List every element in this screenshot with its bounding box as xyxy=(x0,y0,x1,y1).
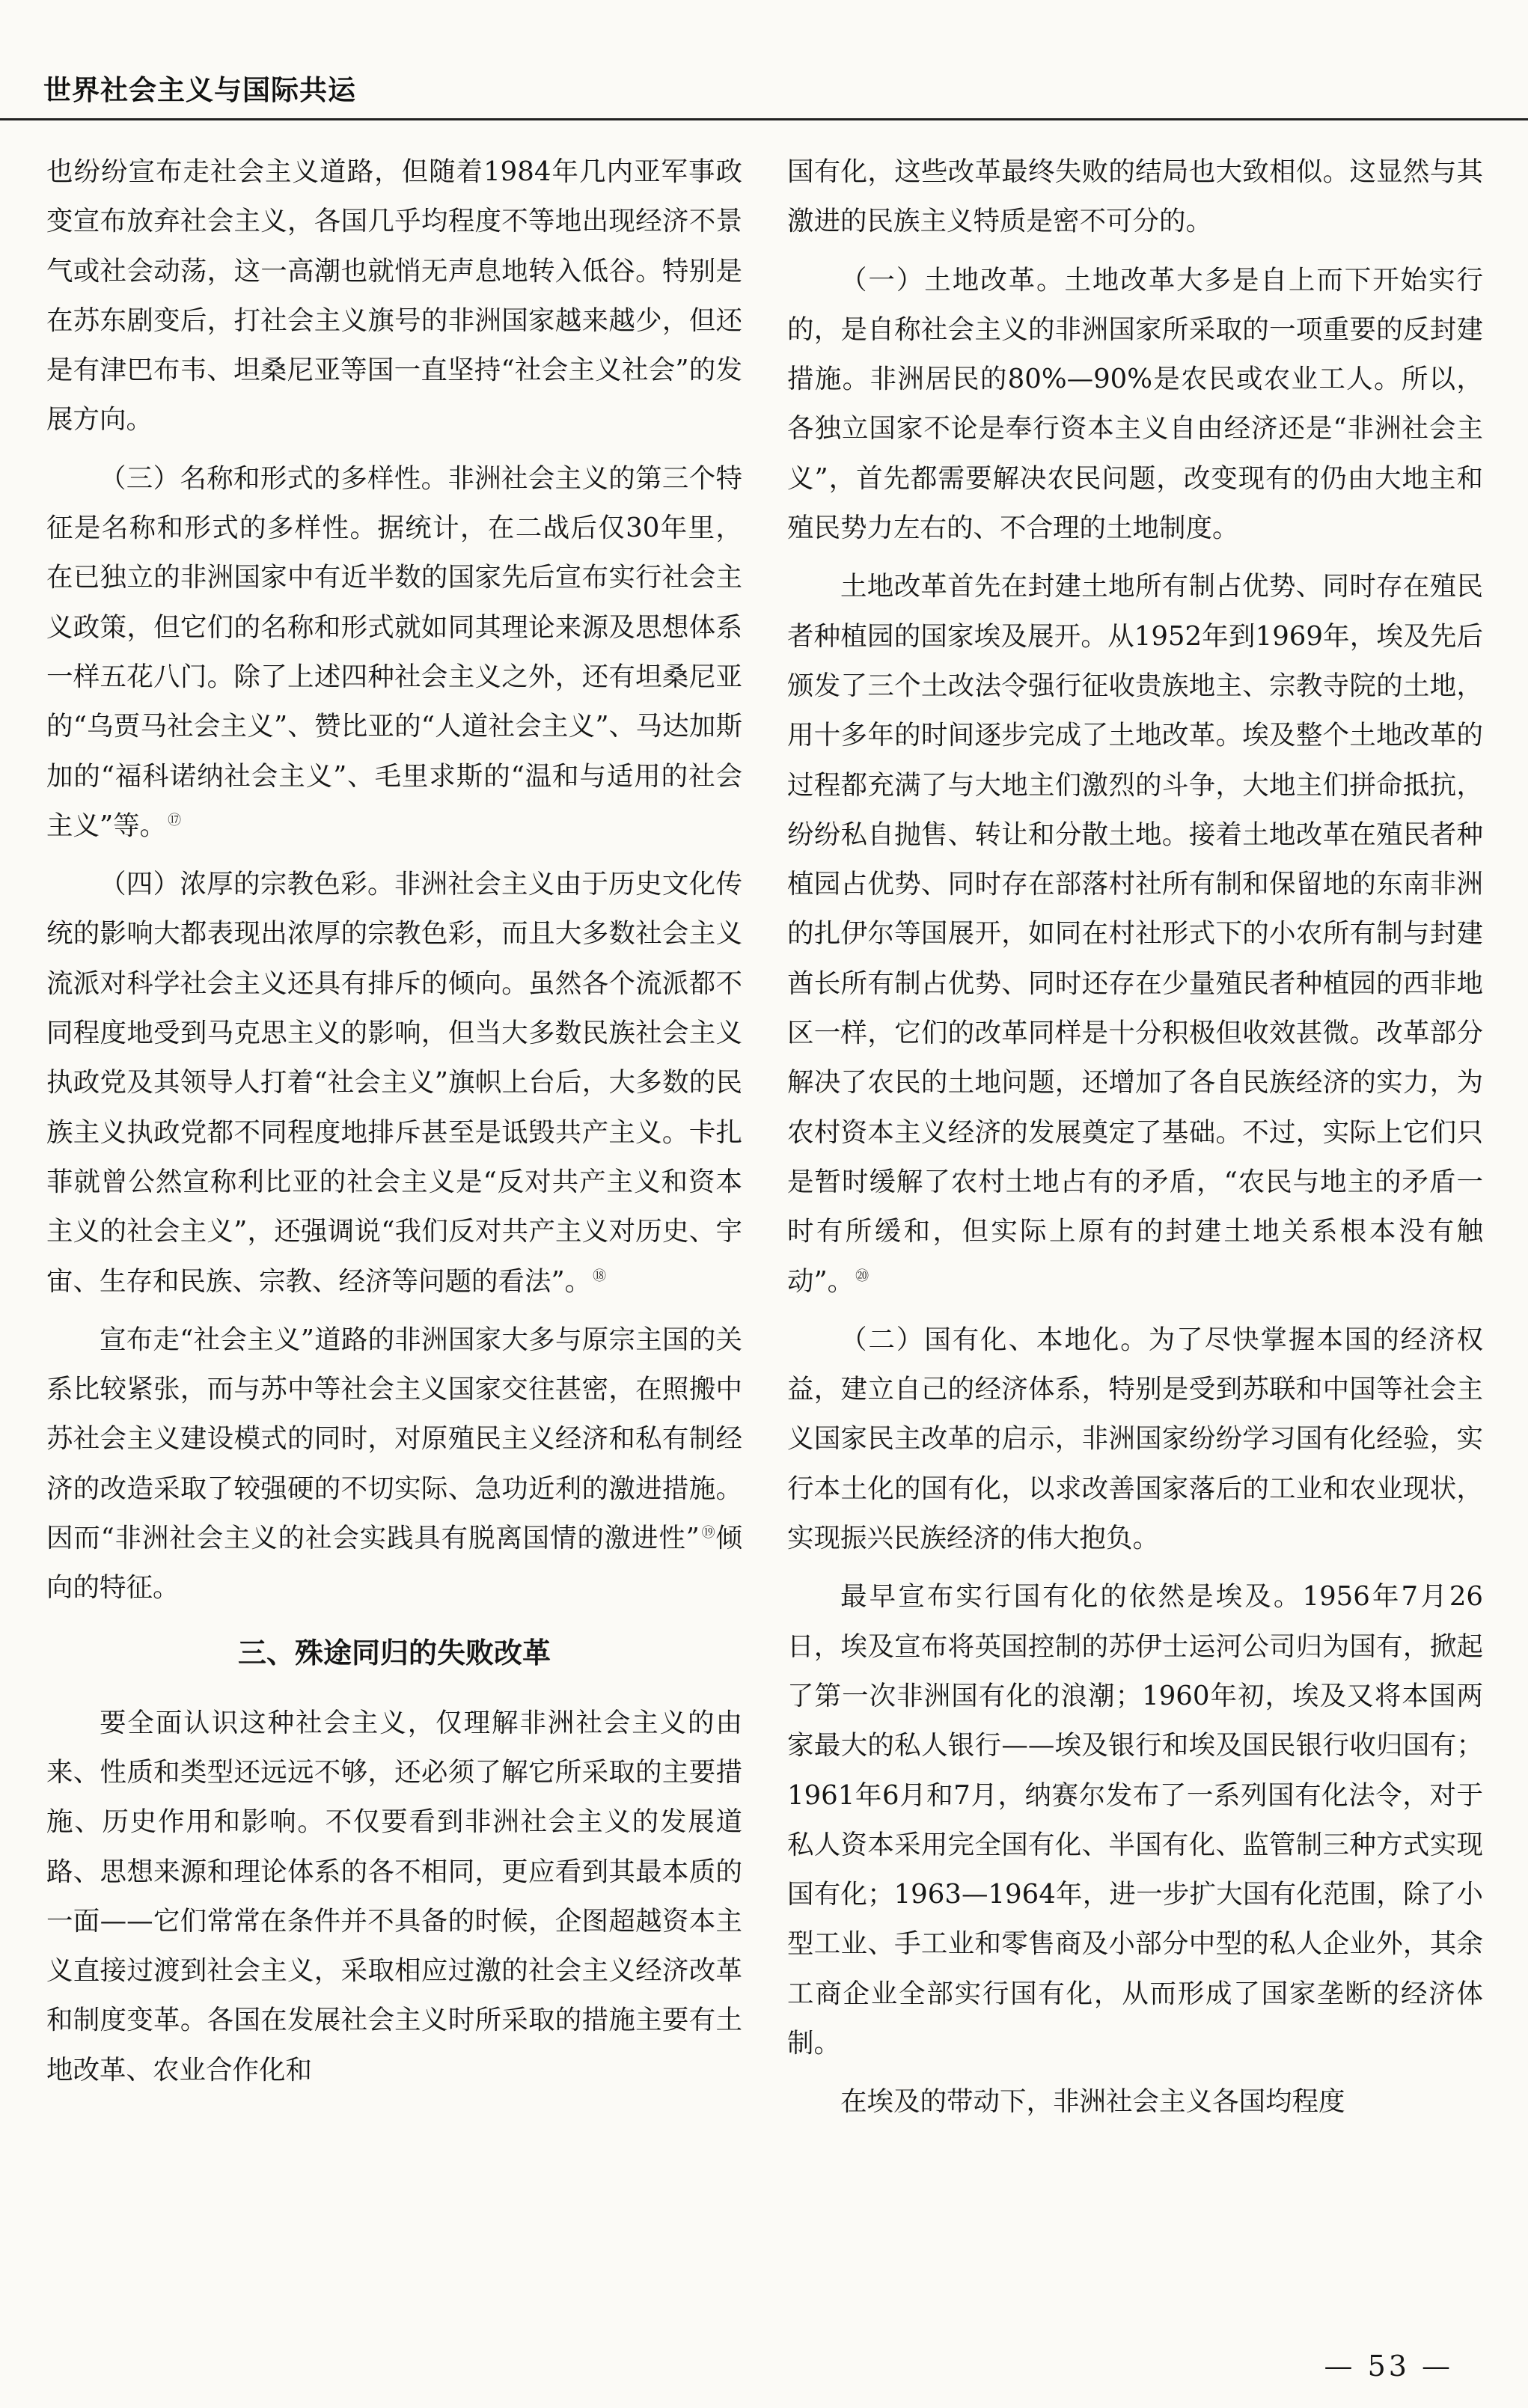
paragraph-text: 倾向的特征。 xyxy=(46,1523,742,1604)
paragraph: 国有化，这些改革最终失败的结局也大致相似。这显然与其激进的民族主义特质是密不可分的。 xyxy=(787,156,1483,237)
section-heading: 三、殊途同归的失败改革 xyxy=(237,1636,551,1669)
paragraph-text: （四）浓厚的宗教色彩。非洲社会主义由于历史文化传统的影响大都表现出浓厚的宗教色彩，而且大多数社会主义流派对科学社会主义还具有排斥的倾向。虽然各个流派都不同程度地受到马克思主义的影响，但当大多数民族社会主义执政党及其领导人打着“社会主义”旗帜上台后，大多数的民族主义执政党都不同程度地排斥甚至是诋毁共产主义。卡扎菲就曾公然宣称利比亚的社会主义是“反对共产主义和资本主义的社会主义”，还强调说“我们反对共产主义对历史、宇宙、生存和民族、宗教、经济等问题的看法”。 xyxy=(46,869,742,1297)
paragraph: 要全面认识这种社会主义，仅理解非洲社会主义的由来、性质和类型还远远不够，还必须了解它所采取的主要措施、历史作用和影响。不仅要看到非洲社会主义的发展道路、思想来源和理论体系的各不相同，更应看到其最本质的一面——它们常常在条件并不具备的时候，企图超越资本主义直接过渡到社会主义，采取相应过激的社会主义经济改革和制度变革。各国在发展社会主义时所采取的措施主要有土地改革、农业合作化和 xyxy=(46,1707,742,2085)
paragraph xyxy=(46,454,742,851)
paragraph: （二）国有化、本地化。为了尽快掌握本国的经济权益，建立自己的经济体系，特别是受到苏联和中国等社会主义国家民主改革的启示，非洲国家纷纷学习国有化经验，实行本土化的国有化，以求改善国家落后的工业和农业现状，实现振兴民族经济的伟大抱负。 xyxy=(787,1324,1483,1554)
paragraph xyxy=(787,562,1483,1306)
footnote-marker: ⑳ xyxy=(855,1268,870,1284)
footnote-marker: ⑲ xyxy=(700,1525,716,1541)
paragraph xyxy=(46,860,742,1307)
paragraph: 在埃及的带动下，非洲社会主义各国均程度 xyxy=(840,2086,1345,2118)
paragraph: 也纷纷宣布走社会主义道路，但随着1984年几内亚军事政变宣布放弃社会主义，各国几乎均程度不等地出现经济不景气或社会动荡，这一高潮也就悄无声息地转入低谷。特别是在苏东剧变后，打社会主义旗号的非洲国家越来越少，但还是有津巴布韦、坦桑尼亚等国一直坚持“社会主义社会”的发展方向。 xyxy=(46,156,742,436)
paragraph: 最早宣布实行国有化的依然是埃及。1956年7月26日，埃及宣布将英国控制的苏伊士运河公司归为国有，掀起了第一次非洲国有化的浪潮；1960年初，埃及又将本国两家最大的私人银行——埃及银行和埃及国民银行收归国有；1961年6月和7月，纳赛尔发布了一系列国有化法令，对于私人资本采用完全国有化、半国有化、监管制三种方式实现国有化；1963—1964年，进一步扩大国有化范围，除了小型工业、手工业和零售商及小部分中型的私人企业外，其余工商企业全部实行国有化，从而形成了国家垄断的经济体制。 xyxy=(787,1581,1483,2059)
journal-title: 世界社会主义与国际共运 xyxy=(43,74,356,106)
paragraph-text: （三）名称和形式的多样性。非洲社会主义的第三个特征是名称和形式的多样性。据统计，在二战后仅30年里，在已独立的非洲国家中有近半数的国家先后宣布实行社会主义政策，但它们的名称和形式就如同其理论来源及思想体系一样五花八门。除了上述四种社会主义之外，还有坦桑尼亚的“乌贾马社会主义”、赞比亚的“人道社会主义”、马达加斯加的“福科诺纳社会主义”、毛里求斯的“温和与适用的社会主义”等。 xyxy=(46,462,742,841)
header-rule xyxy=(0,118,1528,120)
right-column xyxy=(787,147,1483,2127)
footnote-marker: ⑰ xyxy=(168,813,182,829)
paragraph xyxy=(46,1315,742,1613)
paragraph-text: 宣布走“社会主义”道路的非洲国家大多与原宗主国的关系比较紧张，而与苏中等社会主义国家交往甚密，在照搬中苏社会主义建设模式的同时，对原殖民主义经济和私有制经济的改造采取了较强硬的不切实际、急功近利的激进措施。因而“非洲社会主义的社会实践具有脱离国情的激进性” xyxy=(46,1324,742,1554)
page-number: — 53 — xyxy=(1324,2350,1453,2383)
footnote-marker: ⑱ xyxy=(593,1268,607,1284)
paragraph: （一）土地改革。土地改革大多是自上而下开始实行的，是自称社会主义的非洲国家所采取的一项重要的反封建措施。非洲居民的80%—90%是农民或农业工人。所以，各独立国家不论是奉行资本主义自由经济还是“非洲社会主义”，首先都需要解决农民问题，改变现有的仍由大地主和殖民势力左右的、不合理的土地制度。 xyxy=(787,264,1483,544)
left-column xyxy=(46,147,742,2095)
paragraph-text: 土地改革首先在封建土地所有制占优势、同时存在殖民者种植园的国家埃及展开。从1952年到1969年，埃及先后颁发了三个土改法令强行征收贵族地主、宗教寺院的土地，用十多年的时间逐步完成了土地改革。埃及整个土地改革的过程都充满了与大地主们激烈的斗争，大地主们拼命抵抗，纷纷私自抛售、转让和分散土地。接着土地改革在殖民者种植园占优势、同时存在部落村社所有制和保留地的东南非洲的扎伊尔等国展开，如同在村社形式下的小农所有制与封建酋长所有制占优势、同时还存在少量殖民者种植园的西非地区一样，它们的改革同样是十分积极但收效甚微。改革部分解决了农民的土地问题，还增加了各自民族经济的实力，为农村资本主义经济的发展奠定了基础。不过，实际上它们只是暂时缓解了农村土地占有的矛盾，“农民与地主的矛盾一时有所缓和，但实际上原有的封建土地关系根本没有触动”。 xyxy=(787,571,1483,1297)
